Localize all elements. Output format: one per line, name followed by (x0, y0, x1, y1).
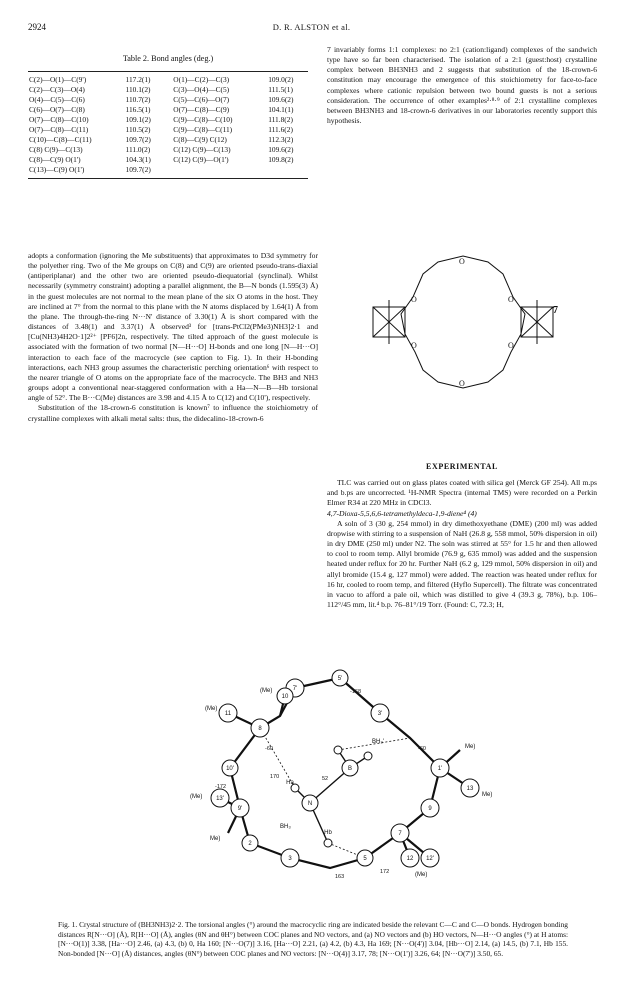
table-cell: O(1)—C(2)—C(3) (173, 75, 230, 85)
table-cell: C(8) C(9)—C(13) (29, 145, 83, 155)
table-cell: 111.0(2) (125, 145, 151, 155)
torsion-angle-label: 52 (322, 776, 329, 782)
torsion-angle-label: -172 (215, 784, 227, 790)
table-cell (267, 165, 308, 179)
table-cell: 109.7(2) (125, 135, 151, 145)
experimental-section (327, 462, 597, 610)
body-paragraph: TLC was carried out on glass plates coated with silica gel (Merck GF 254). All m.ps and b.ps are uncorrected. ¹H-NMR Spectra (internal TMS) were recorded on a Perkin Elmer R34 at 220 MHz in CDCl3. (327, 478, 597, 508)
table-cell: 111.6(2) (268, 125, 293, 135)
running-authors: D. R. ALSTON et al. (272, 22, 351, 32)
table-row (28, 72, 308, 86)
table-cell: 104.3(1) (125, 155, 151, 165)
atom-label: 9' (237, 806, 243, 812)
atom-label: 7' (292, 686, 298, 692)
compound-7-structure (353, 252, 573, 392)
atom-label: 12 (406, 856, 414, 862)
table-title: Table 2. Bond angles (deg.) (122, 54, 214, 63)
table-cell: 111.8(2) (268, 115, 293, 125)
oxygen-label: O (459, 257, 465, 266)
oxygen-label: O (459, 379, 465, 388)
table-cell: 110.1(2) (125, 85, 151, 95)
table-cell (165, 165, 267, 179)
table-cell: C(8)—C(9) O(1') (29, 155, 81, 165)
table-cell: C(9)—C(8)—C(10) (173, 115, 233, 125)
table-cell: C(12) C(9)—C(13) (173, 145, 231, 155)
table-cell: 109.6(2) (268, 145, 294, 155)
page-header (28, 22, 595, 36)
body-paragraph: Substitution of the 18-crown-6 constitution is known⁷ to influence the stoichiometry of crystalline complexes with alkali metal salts: thus, the didecalino-18-crown-6 (28, 403, 318, 423)
table-row (28, 115, 308, 125)
table-row (28, 95, 308, 105)
table-cell: O(4)—C(5)—C(6) (29, 95, 85, 105)
table-cell: C(2)—O(1)—C(9') (29, 75, 87, 85)
atom-label: N (307, 801, 313, 807)
atom-label: 3' (377, 711, 383, 717)
crystal-structure-figure (110, 658, 540, 918)
atom-label: 12' (426, 856, 434, 862)
atom-label: 13 (466, 786, 474, 792)
atom-label: B (347, 766, 353, 772)
table-cell: 109.1(2) (125, 115, 151, 125)
left-column-text (28, 251, 318, 424)
page-number: 2924 (28, 22, 46, 32)
table-cell: C(8)—C(9) C(12) (173, 135, 227, 145)
body-paragraph: A soln of 3 (30 g, 254 mmol) in dry dimethoxyethane (DME) (200 ml) was added dropwise with stirring to a suspension of NaH (26.8 g, 558 mmol, 50% dispersion in oil) in dry DME (250 ml) under N2. The soln was stirred at 55° for 1.5 hr and then allowed to cool to room temp. Allyl bromide (76.9 g, 635 mmol) was added and the suspension heated under reflux for 20 hr. Further NaH (6.2 g, 129 mmol, 50% dispersion in oil) and allyl bromide (15.4 g, 127 mmol) were added. The reaction was heated under reflux for 16 hr, cooled to room temp, and filtered (Hyflo Supercell). The filtrate was concentrated in vacuo to afford a pale oil, which was distilled to give 4 (39.3 g, 78%), b.p. 106–112°/45 mm, lit.⁴ b.p. 76–81°/19 Torr. (Found: C, 72.3; H, (327, 518, 597, 610)
table-cell: 109.6(2) (268, 95, 294, 105)
atom-label: Ha (286, 780, 294, 786)
group-label: (Me) (415, 872, 428, 878)
table-row (28, 135, 308, 145)
atom-label: 10' (226, 766, 234, 772)
figure-caption: Fig. 1. Crystal structure of (BH3NH3)2·2. The torsional angles (°) around the macrocyclic ring are indicated beside the relevant C—C and C—O bonds. Hydrogen bonding distances R[N···O] (Å), R[H···O] (Å), angles (θN and θH°) between COC planes and NO vectors, and (a) NO vectors and (b) HO vectors, N—H···O angles (°) at H atoms: [N···O(1)] 3.38, [Ha···O] 2.46, (a) 4.3, (b) 0, Ha 160; [N···O(7)] 3.16, [Ha···O] 2.21, (a) 4.2, (b) 4.3, Ha 169; [N···O(4')] 3.04, [Hb···O] 2.14, (a) 14.5, (b) 7.1, Hb 155. Non-bonded [N···O] (Å) distances, angles (θN°) between COC planes and NO vectors: [N···O(4)] 3.17, 78; [N···O(1')] 3.26, 64; [N···O(7')] 3.50, 65. (58, 920, 568, 958)
table-cell: C(12) C(9)—O(1') (173, 155, 229, 165)
table-cell: C(5)—C(6)—O(7) (173, 95, 230, 105)
table-row (28, 165, 308, 179)
group-label: (Me) (205, 706, 218, 712)
atom-label: 13' (216, 796, 224, 802)
body-paragraph: adopts a conformation (ignoring the Me substituents) that approximates to D3d symmetry for the polyether ring. Two of the Me groups on C(8) and C(9) are oriented pseudo-trans-diaxial (antiperiplanar) and the other two are oriented pseudo-diequatorial (synclinal). Whilst necessarily (symmetry constraint) adopting a parallel alignment, the B—N bonds (1.595(3) Å) in the guest molecules are not normal to the mean plane of the six O atoms in the host. They are inclined at 7° from the normal to this plane with the N atoms displaced by 1.64(1) Å from the plane. The through-the-ring N···N' distance of 3.30(1) Å is short compared with the distances of 3.48(1) and 3.37(1) Å observed³ for [trans-PtCl2(PMe3)NH3]2·1 and [Cu(NH3)4H2O·1]2²⁺ [PF6]2n, respectively. The tilted approach of the guest molecule is associated with the formation of two normal [N—H···O] H-bonds and one long [N—H···O] interaction to each face of the macrocycle (see caption to Fig. 1). In their H-bonding interactions, each NH3 group assumes the characteristic perching orientation⁶ with respect to the nearer triangle of O atoms on the appropriate face of the macrocycle. The BH3 and NH3 groups adopt a conventional near-staggered conformation with a Ha—N—B—Hb torsional angle of 52°. The B···C(Me) distances are 3.98 and 4.15 Å to C(12) and C(10'), respectively. (28, 251, 318, 403)
body-paragraph: 7 invariably forms 1:1 complexes: no 2:1 (cation:ligand) complexes of the sandwich type have so far been characterised. The isolation of a 2:1 (guest:host) crystalline complex between BH3NH3 and 2 suggests that substitution of the 18-crown-6 constitution may encourage the emergence of this stoichiometry for face-to-face complexes where cationic repulsion between two bound guests is not a serious consideration. The occurrence of other examples²·⁸·⁹ of 2:1 crystalline complexes between BH3NH3 and 18-crown-6 derivatives in our laboratories recently support this hypothesis. (327, 45, 597, 126)
oxygen-label: O (508, 341, 514, 350)
oxygen-label: O (411, 295, 417, 304)
table-cell: 110.7(2) (125, 95, 151, 105)
group-label: Me) (465, 744, 476, 750)
table-cell: 110.5(2) (125, 125, 151, 135)
torsion-angle-label: -60 (418, 746, 426, 752)
atom-label: 1' (437, 766, 443, 772)
oxygen-label: O (508, 295, 514, 304)
torsion-angle-label: -60 (265, 746, 273, 752)
table-cell: 109.0(2) (268, 75, 294, 85)
table-cell: C(9)—C(8)—C(11) (173, 125, 233, 135)
group-label: (Me) (190, 794, 203, 800)
compound-subheading: 4,7-Dioxa-5,5,6,6-tetramethyldeca-1,9-diene⁴ (4) (327, 508, 477, 518)
table-row (28, 85, 308, 95)
atom-label: 9 (428, 806, 432, 812)
torsion-angle-label: 163 (335, 874, 345, 880)
bond-angles-table-block (28, 54, 308, 179)
bond-angles-table (28, 71, 308, 179)
table-row (28, 155, 308, 165)
atom-label: 7 (398, 831, 402, 837)
table-cell: O(7)—C(8)—C(10) (29, 115, 89, 125)
group-label: Me) (482, 792, 493, 798)
table-cell: 104.1(1) (268, 105, 294, 115)
table-cell: C(10)—C(8)—C(11) (29, 135, 92, 145)
section-heading: EXPERIMENTAL (426, 462, 498, 471)
oxygen-label: O (411, 341, 417, 350)
torsion-angle-label: -168 (350, 689, 362, 695)
table-cell: O(7)—C(8)—C(11) (29, 125, 89, 135)
table-row (28, 105, 308, 115)
atom-label: 2 (248, 841, 252, 847)
group-label: Me) (210, 836, 221, 842)
atom-label: 5' (337, 676, 343, 682)
atom-label: 11 (224, 711, 232, 717)
torsion-angle-label: 172 (380, 869, 390, 875)
atom-label: Hb (324, 830, 332, 836)
table-cell: 112.3(2) (268, 135, 294, 145)
table-cell: C(13)—C(9) O(1') (29, 165, 85, 175)
table-cell: 117.2(1) (125, 75, 151, 85)
table-row (28, 145, 308, 155)
atom-label: 3 (288, 856, 292, 862)
atom-label: 10 (281, 694, 289, 700)
atom-label: 5 (363, 856, 367, 862)
torsion-angle-label: 170 (270, 774, 280, 780)
compound-number: 7 (553, 305, 558, 316)
table-cell: C(2)—C(3)—O(4) (29, 85, 85, 95)
table-cell: 109.8(2) (268, 155, 294, 165)
atom-label: 8 (258, 726, 262, 732)
table-cell: 116.5(1) (125, 105, 151, 115)
table-cell: C(3)—O(4)—C(5) (173, 85, 230, 95)
table-cell: 111.5(1) (268, 85, 293, 95)
group-label: BH₃ (280, 824, 291, 830)
right-column-text (327, 45, 597, 126)
table-row (28, 125, 308, 135)
group-label: (Me) (260, 688, 273, 694)
group-label: BH₃' (372, 739, 384, 745)
table-cell: 109.7(2) (125, 165, 151, 175)
table-cell: C(6)—O(7)—C(8) (29, 105, 85, 115)
table-cell: O(7)—C(8)—C(9) (173, 105, 230, 115)
